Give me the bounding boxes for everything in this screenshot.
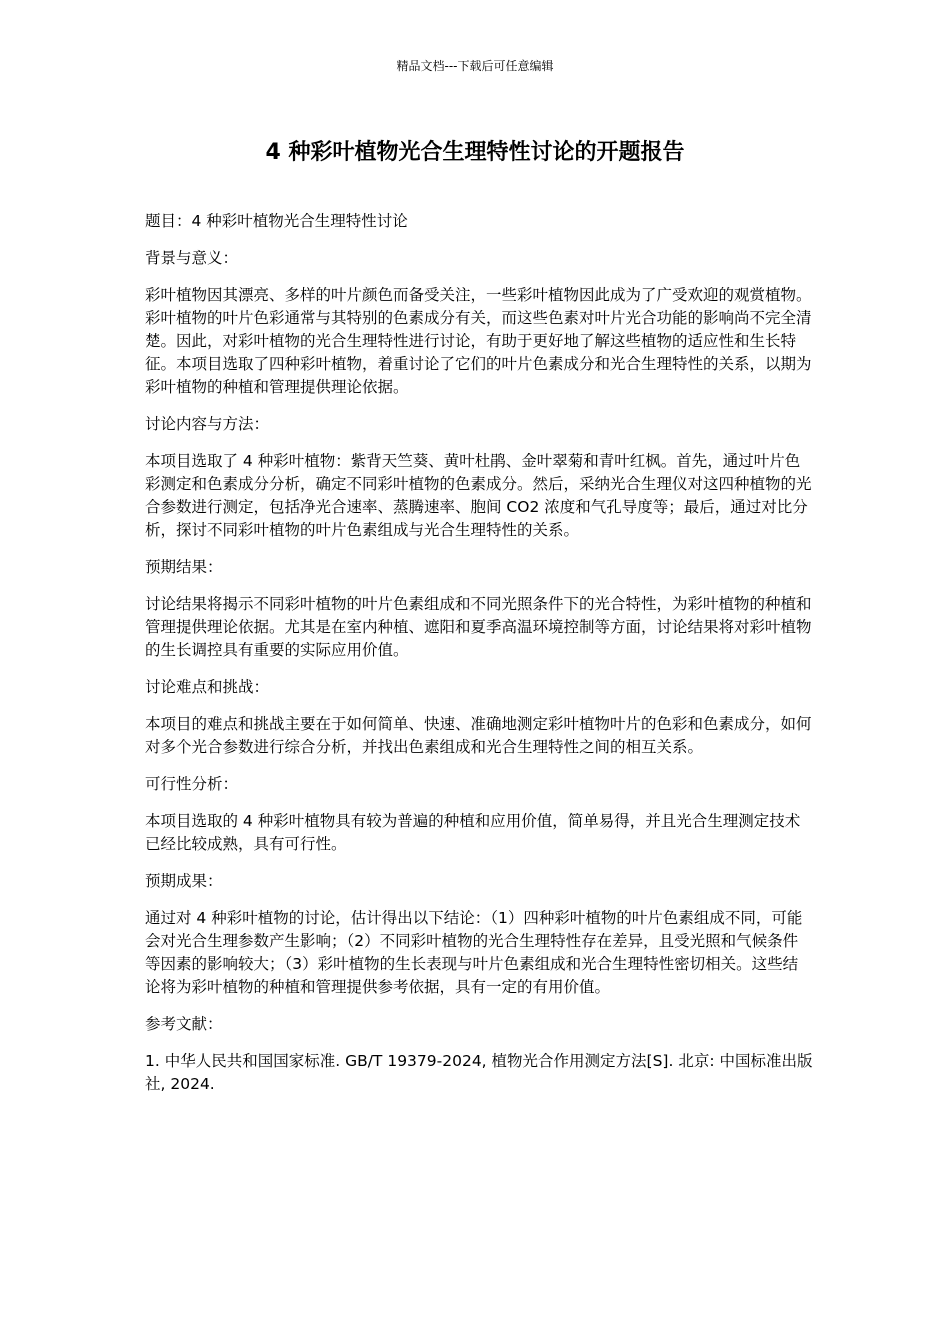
document-title: 4 种彩叶植物光合生理特性讨论的开题报告: [265, 140, 685, 165]
paragraph-methods: 本项目选取了 4 种彩叶植物：紫背天竺葵、黄叶杜鹃、金叶翠菊和青叶红枫。首先，通过叶片色彩测定和色素成分分析，确定不同彩叶植物的色素成分。然后，采纳光合生理仪对这四种植物的光合参数进行测定，包括净光合速率、蒸腾速率、胞间 CO2 浓度和气孔导度等；最后，通过对比分析，探讨不同彩叶植物的叶片色素组成与光合生理特性的关系。: [145, 452, 812, 539]
paragraph-feasibility: 本项目选取的 4 种彩叶植物具有较为普遍的种植和应用价值，简单易得，并且光合生理测定技术已经比较成熟，具有可行性。: [145, 812, 801, 853]
reference-item: 1. 中华人民共和国国家标准. GB/T 19379-2024, 植物光合作用测定方法[S]. 北京: 中国标准出版社, 2024.: [145, 1052, 813, 1093]
topic-line: 题目：4 种彩叶植物光合生理特性讨论: [145, 212, 408, 230]
section-heading-methods: 讨论内容与方法：: [145, 415, 270, 433]
section-heading-challenges: 讨论难点和挑战：: [145, 678, 270, 696]
section-heading-outcomes: 预期成果：: [145, 872, 223, 890]
document-body: [145, 210, 813, 1110]
section-heading-expected-results: 预期结果：: [145, 558, 223, 576]
paragraph-expected-results: 讨论结果将揭示不同彩叶植物的叶片色素组成和不同光照条件下的光合特性，为彩叶植物的种植和管理提供理论依据。尤其是在室内种植、遮阳和夏季高温环境控制等方面，讨论结果将对彩叶植物的生长调控具有重要的实际应用价值。: [145, 595, 812, 659]
section-heading-feasibility: 可行性分析：: [145, 775, 239, 793]
section-heading-references: 参考文献：: [145, 1015, 223, 1033]
paragraph-challenges: 本项目的难点和挑战主要在于如何简单、快速、准确地测定彩叶植物叶片的色彩和色素成分，如何对多个光合参数进行综合分析，并找出色素组成和光合生理特性之间的相互关系。: [145, 715, 812, 756]
section-heading-background: 背景与意义：: [145, 249, 239, 267]
header-note: 精品文档---下载后可任意编辑: [396, 59, 554, 73]
paragraph-outcomes: 通过对 4 种彩叶植物的讨论，估计得出以下结论：（1）四种彩叶植物的叶片色素组成不同，可能会对光合生理参数产生影响；（2）不同彩叶植物的光合生理特性存在差异，且受光照和气候条件等因素的影响较大；（3）彩叶植物的生长表现与叶片色素组成和光合生理特性密切相关。这些结论将为彩叶植物的种植和管理提供参考依据，具有一定的有用价值。: [145, 909, 803, 996]
paragraph-background: 彩叶植物因其漂亮、多样的叶片颜色而备受关注，一些彩叶植物因此成为了广受欢迎的观赏植物。彩叶植物的叶片色彩通常与其特别的色素成分有关，而这些色素对叶片光合功能的影响尚不完全清楚。因此，对彩叶植物的光合生理特性进行讨论，有助于更好地了解这些植物的适应性和生长特征。本项目选取了四种彩叶植物，着重讨论了它们的叶片色素成分和光合生理特性的关系，以期为彩叶植物的种植和管理提供理论依据。: [145, 286, 812, 396]
